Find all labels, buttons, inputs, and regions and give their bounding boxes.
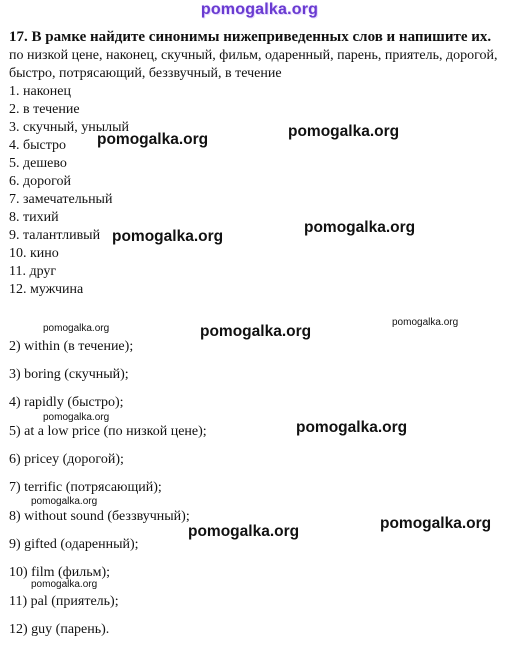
synonym-item: 2. в течение [9,102,80,117]
answer-item: 4) rapidly (быстро); [9,395,124,410]
watermark: pomogalka.org [304,219,416,236]
watermark: pomogalka.org [43,323,110,334]
synonym-item: 1. наконец [9,84,71,99]
watermark: pomogalka.org [392,317,459,328]
answer-item: 8) without sound (беззвучный); [9,509,190,524]
task-word-list: по низкой цене, наконец, скучный, фильм, одаренный, парень, приятель, дорогой, быстро, потрясающий, беззвучный, в течение [9,48,498,81]
watermark: pomogalka.org [380,515,492,532]
watermark: pomogalka.org [288,123,400,140]
watermark: pomogalka.org [200,323,312,340]
answer-item: 11) pal (приятель); [9,594,119,609]
watermark: pomogalka.org [31,496,98,507]
watermark: pomogalka.org [296,419,408,436]
answer-item: 6) pricey (дорогой); [9,452,124,467]
answer-item: 3) boring (скучный); [9,367,129,382]
watermark: pomogalka.org [188,523,300,540]
answer-item: 7) terrific (потрясающий); [9,480,162,495]
answer-item: 9) gifted (одаренный); [9,537,139,552]
synonym-item: 7. замечательный [9,192,113,207]
watermark: pomogalka.org [112,228,224,245]
synonym-item: 10. кино [9,246,59,261]
synonym-item: 12. мужчина [9,282,84,297]
watermark: pomogalka.org [43,412,110,423]
watermark: pomogalka.org [97,131,209,148]
task-title: 17. В рамке найдите синонимы нижеприведенных слов и напишите их. [9,29,492,45]
synonym-item: 4. быстро [9,138,67,153]
synonym-item: 9. талантливый [9,228,101,243]
synonym-item: 5. дешево [9,156,67,171]
synonym-item: 11. друг [9,264,57,279]
answer-item: 2) within (в течение); [9,339,134,354]
synonym-item: 6. дорогой [9,174,72,189]
site-logo: pomogalka.org [200,1,319,18]
synonym-item: 8. тихий [9,210,59,225]
answer-item: 10) film (фильм); [9,565,111,580]
answer-item: 12) guy (парень). [9,622,110,637]
answer-item: 5) at a low price (по низкой цене); [9,424,207,439]
synonym-item: 3. скучный, унылый [9,120,130,135]
watermark: pomogalka.org [31,579,98,590]
